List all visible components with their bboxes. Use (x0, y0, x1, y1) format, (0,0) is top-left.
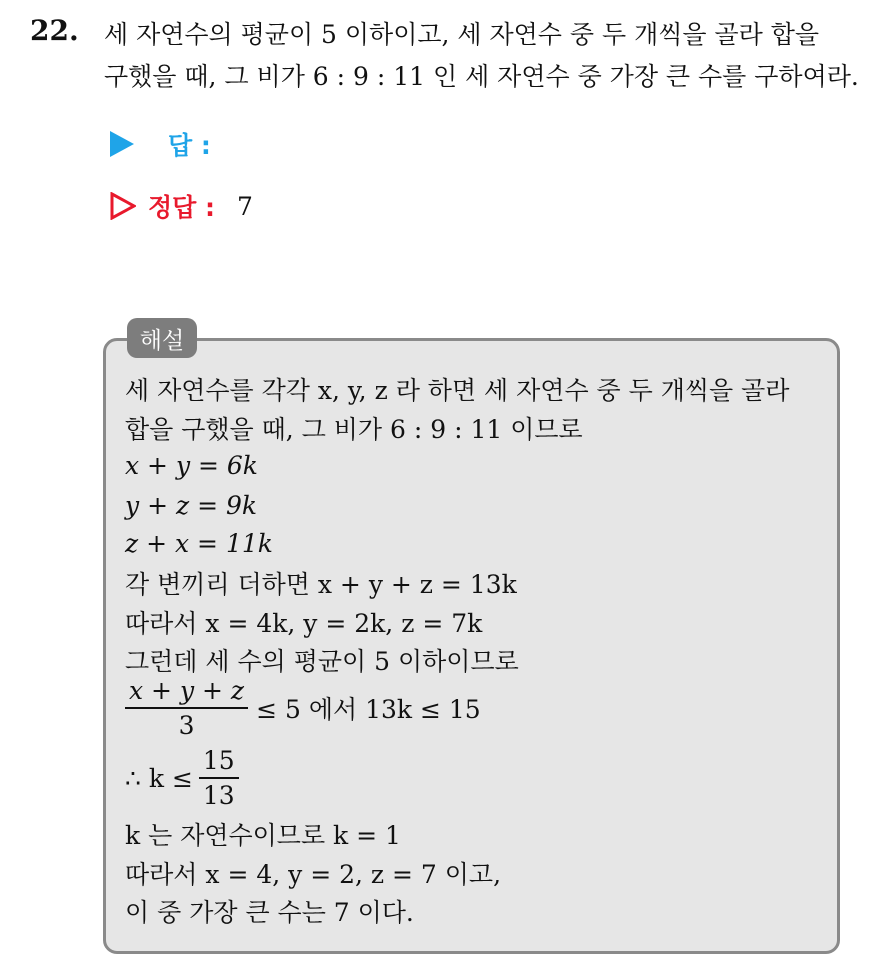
solution-line-1: 세 자연수를 각각 x, y, z 라 하면 세 자연수 중 두 개씩을 골라 (125, 376, 790, 405)
solution-equation-3: z + x = 11k (125, 529, 273, 558)
outline-triangle-icon (110, 192, 136, 220)
question-number: 22. (30, 14, 79, 47)
solution-line-result: 따라서 x = 4, y = 2, z = 7 이고, (125, 860, 502, 889)
answer-label: 답 : (168, 131, 211, 160)
therefore-text: ∴ k ≤ (125, 763, 193, 793)
fraction-average (125, 676, 248, 740)
question-line-1: 세 자연수의 평균이 5 이하이고, 세 자연수 중 두 개씩을 골라 합을 (104, 20, 820, 49)
question-line-2: 구했을 때, 그 비가 6 : 9 : 11 인 세 자연수 중 가장 큰 수를 구하여라. (104, 62, 859, 91)
solution-tab: 해설 (127, 318, 197, 358)
solution-line-2: 합을 구했을 때, 그 비가 6 : 9 : 11 이므로 (125, 415, 583, 444)
solution-line-values: 따라서 x = 4k, y = 2k, z = 7k (125, 609, 483, 638)
question-text (104, 14, 874, 98)
solution-line-conclusion: 이 중 가장 큰 수는 7 이다. (125, 898, 414, 927)
fraction-bound (199, 746, 239, 810)
solution-inequality-2 (125, 746, 239, 810)
fraction-denominator: 3 (178, 711, 195, 740)
fraction-bound-denominator: 13 (202, 781, 235, 810)
solution-line-natural: k 는 자연수이므로 k = 1 (125, 821, 401, 850)
play-triangle-icon (110, 131, 134, 157)
fraction-bound-numerator: 15 (199, 746, 239, 779)
solution-inequality-1 (125, 676, 481, 740)
solution-line-sum: 각 변끼리 더하면 x + y + z = 13k (125, 570, 517, 599)
correct-answer-value: 7 (237, 191, 253, 221)
solution-equation-1: x + y = 6k (125, 451, 258, 480)
fraction-numerator: x + y + z (125, 676, 248, 709)
correct-answer-row (110, 188, 253, 224)
solution-equation-2: y + z = 9k (125, 491, 258, 520)
answer-row (110, 126, 233, 162)
solution-line-average: 그런데 세 수의 평균이 5 이하이므로 (125, 647, 519, 676)
correct-answer-label: 정답 : (148, 193, 216, 222)
inequality-text: ≤ 5 에서 13k ≤ 15 (256, 695, 481, 724)
